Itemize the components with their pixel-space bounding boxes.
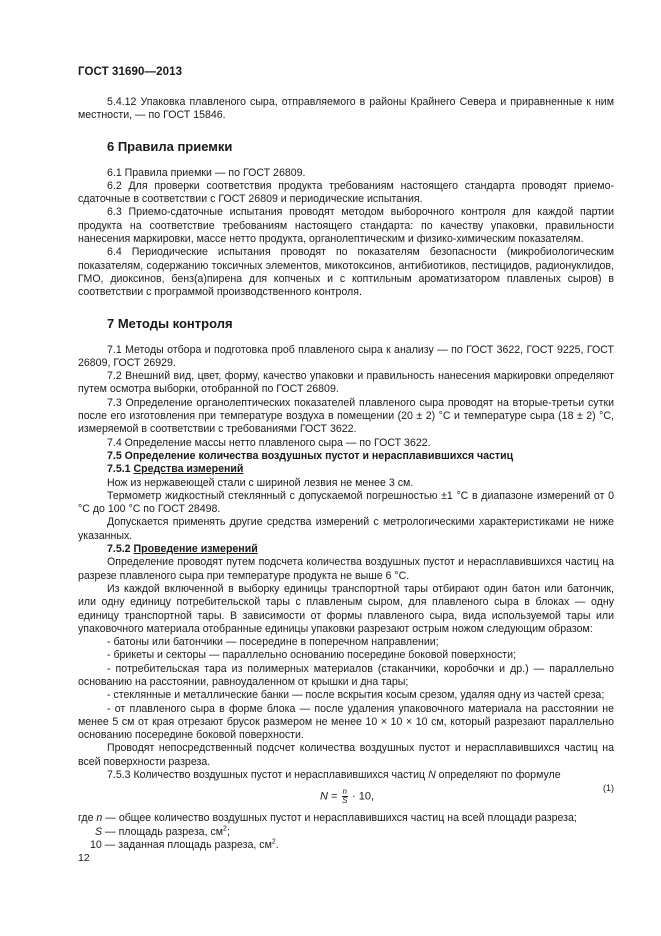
paragraph-6-2: 6.2 Для проверки соответствия продукта требованиям настоящего стандарта проводят приемо-сдаточные в соответствии с ГОСТ 26809 и периодические испытания.	[78, 179, 614, 206]
where-text-n: — общее количество воздушных пустот и нерасплавившихся частиц на всей площади разреза;	[105, 812, 577, 825]
paragraph-7-1: 7.1 Методы отбора и подготовка проб плавленого сыра к анализу — по ГОСТ 3622, ГОСТ 9225, ГОСТ 26809, ГОСТ 26929.	[78, 343, 614, 369]
paragraph-7-5-1-other: Допускается применять другие средства измерений с метрологическими характеристиками не ниже указанных.	[78, 516, 614, 542]
paragraph-7-2: 7.2 Внешний вид, цвет, форму, качество упаковки и правильность нанесения маркировки определяют путем осмотра выборки, отобранной по ГОСТ 26809.	[78, 370, 614, 396]
subsection-7-5-2-number: 7.5.2	[107, 543, 131, 556]
paragraph-7-5-2-sampling: Из каждой включенной в выборку единицы транспортной тары отбирают один батон или батончик, или одну единицу потребительской тары с плавленым сыром, для плавленого сыра в блоках — одну единицу транспортной тары. В зависимости от формы плавленого сыра, вида используемой тары или упаковочного материала отобранные единицы упаковки разрезают острым ножом следующим образом:	[78, 582, 614, 635]
subsection-7-5-1-heading: Средства измерений	[133, 463, 244, 476]
formula-fraction	[342, 788, 348, 805]
paragraph-7-5-3-end: определяют по формуле	[438, 769, 561, 782]
where-line-s	[78, 826, 614, 839]
formula-denominator-symbol: S	[342, 796, 348, 806]
where-prefix: где	[78, 812, 94, 825]
subsection-7-5-2-heading: Проведение измерений	[133, 543, 258, 556]
paragraph-6-1: 6.1 Правила приемки — по ГОСТ 26809.	[107, 166, 306, 179]
paragraph-7-5-3	[78, 769, 614, 782]
list-item: - брикеты и секторы — параллельно основанию посередине боковой поверхности;	[107, 649, 517, 662]
where-sup-s: 2	[223, 825, 227, 833]
where-sup-10: 2	[271, 838, 276, 846]
formula-denominator	[342, 797, 348, 805]
formula-number: (1)	[603, 783, 614, 794]
formula-tail: · 10,	[352, 790, 375, 803]
page-number: 12	[78, 852, 90, 864]
where-end-s: ;	[226, 825, 230, 838]
subsection-7-5-title: 7.5 Определение количества воздушных пустот и нерасплавившихся частиц	[107, 449, 514, 462]
where-end-10: .	[275, 838, 279, 851]
formula-numerator-symbol: n	[342, 787, 347, 797]
subsection-7-5-1-number: 7.5.1	[107, 463, 131, 476]
paragraph-6-4: 6.4 Периодические испытания проводят по показателям безопасности (микробиологическим показателям, содержанию токсичных элементов, микотоксинов, антибиотиков, пестицидов, радионуклидов, ГМО, диоксинов, бенз(а)пирена для копченых и с коптильным ароматизатором плавленых сыров) в соответствии с программой производственного контроля.	[78, 246, 614, 299]
paragraph-7-5-2-count: Проводят непосредственный подсчет количества воздушных пустот и нерасплавившихся частиц на всей поверхности разреза.	[78, 742, 614, 768]
where-text-10: — заданная площадь разреза, см	[104, 838, 272, 851]
document-header: ГОСТ 31690—2013	[78, 66, 183, 78]
where-line-10	[78, 839, 614, 852]
list-item: - от плавленого сыра в форме блока — после удаления упаковочного материала на расстоянии не менее 5 см от края отрезают брусок размером не менее 10 × 10 × 10 см, который разрезают параллельно основанию посередине боковой поверхности.	[78, 702, 614, 742]
paragraph-6-3: 6.3 Приемо-сдаточные испытания проводят методом выборочного контроля для каждой партии продукта на соответствие требованиям настоящего стандарта: по качеству упаковки, правильности нанесения маркировки, массе нетто продукта, органолептическим и физико-химическим показателям.	[78, 206, 614, 246]
subsection-7-5-1-title	[78, 463, 614, 476]
paragraph-7-5-1-thermometer: Термометр жидкостный стеклянный с допускаемой погрешностью ±1 °С в диапазоне измерений от 0 °С до 100 °С по ГОСТ 28498.	[78, 489, 614, 516]
paragraph-7-5-2-method: Определение проводят путем подсчета количества воздушных пустот и нерасплавившихся частиц на разрезе плавленого сыра при температуре продукта не выше 6 °С.	[78, 556, 614, 582]
paragraph-7-4: 7.4 Определение массы нетто плавленого сыра — по ГОСТ 3622.	[107, 436, 431, 449]
where-symbol-10: 10	[90, 838, 102, 851]
list-item: - стеклянные и металлические банки — после вскрытия косым срезом, удаляя одну из частей среза;	[107, 689, 605, 702]
where-text-s: — площадь разреза, см	[105, 825, 224, 838]
formula-expression	[320, 788, 374, 805]
formula-1	[78, 783, 614, 806]
list-item: - батоны или батончики — посередине в поперечном направлении;	[107, 636, 439, 649]
where-symbol-s: S	[95, 825, 103, 838]
subsection-7-5-2-title	[78, 543, 614, 556]
paragraph-7-5-3-text: 7.5.3 Количество воздушных пустот и нерасплавившихся частиц	[107, 769, 426, 782]
where-symbol-n: n	[96, 812, 103, 825]
variable-n-uppercase: N	[428, 769, 436, 782]
formula-lhs: N	[320, 790, 328, 803]
where-line-n	[78, 812, 614, 825]
section-6-title: 6 Правила приемки	[107, 138, 233, 154]
paragraph-7-5-1-knife: Нож из нержавеющей стали с шириной лезвия не менее 3 см.	[107, 476, 414, 489]
list-item: - потребительская тара из полимерных материалов (стаканчики, коробочки и др.) — параллельно основанию на расстоянии, равноудаленном от крышки и дна тары;	[78, 662, 614, 688]
formula-eq: =	[331, 790, 338, 803]
page-content	[78, 96, 614, 852]
paragraph-7-3: 7.3 Определение органолептических показателей плавленого сыра проводят на вторые-третьи сутки после его изготовления при температуре воздуха в помещении (20 ± 2) °С и температуре сыра (18 ± 2) °С, измеряемой в соответствии с требованиями ГОСТ 3622.	[78, 396, 614, 436]
section-7-title: 7 Методы контроля	[107, 315, 233, 331]
paragraph-5-4-12: 5.4.12 Упаковка плавленого сыра, отправляемого в районы Крайнего Севера и приравненные к ним местности, — по ГОСТ 15846.	[78, 96, 614, 122]
